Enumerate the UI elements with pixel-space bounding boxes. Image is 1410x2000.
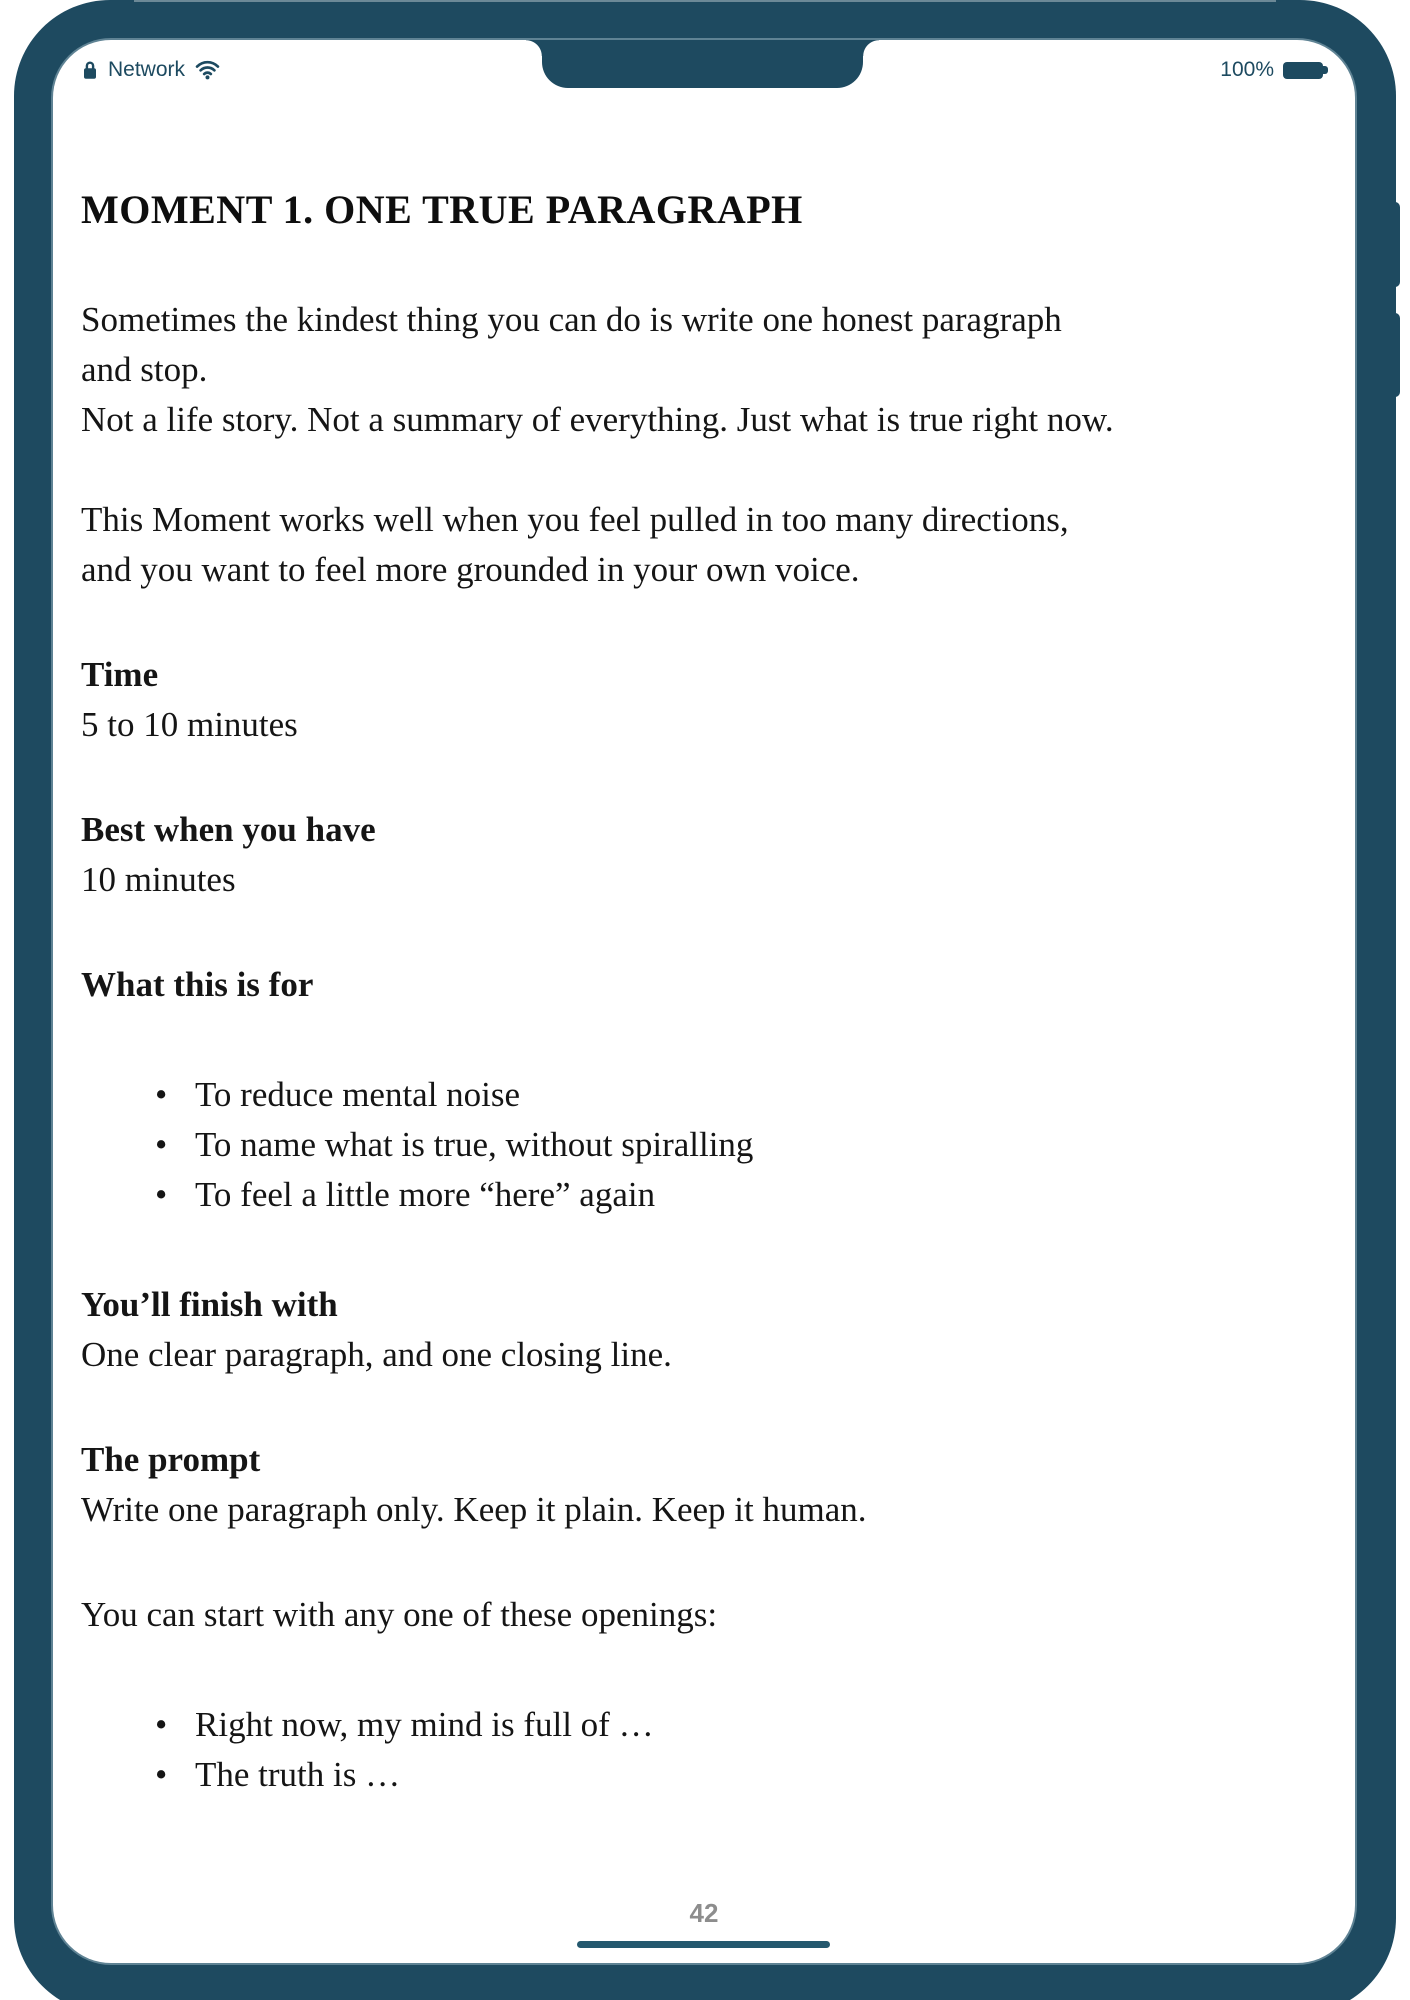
section-best-when: [81, 805, 1331, 905]
network-label: Network: [108, 58, 186, 81]
section-intro: You can start with any one of these openings:: [81, 1595, 718, 1634]
page-number: 42: [689, 1898, 719, 1928]
section-openings: [81, 1590, 1331, 1640]
list-item: • To feel a little more “here” again: [81, 1170, 1331, 1220]
paragraph: [81, 495, 1331, 595]
notch-fillet-left: [526, 40, 542, 56]
page-title: MOMENT 1. ONE TRUE PARAGRAPH: [81, 187, 803, 232]
paragraph: [81, 295, 1331, 445]
list-item: • To name what is true, without spiralling: [81, 1120, 1331, 1170]
paragraph-line: Not a life story. Not a summary of everything. Just what is true right now.: [81, 400, 1114, 439]
section-body: 5 to 10 minutes: [81, 705, 298, 744]
volume-up-button[interactable]: [1390, 202, 1400, 287]
list-item: • To reduce mental noise: [81, 1070, 1331, 1120]
section-label: What this is for: [81, 965, 314, 1004]
paragraph-line: and stop.: [81, 350, 208, 389]
home-indicator[interactable]: [577, 1941, 830, 1948]
section-label: The prompt: [81, 1440, 261, 1479]
section-prompt: [81, 1435, 1331, 1535]
section-label: Best when you have: [81, 810, 376, 849]
section-label: You’ll finish with: [81, 1285, 338, 1324]
paragraph-line: and you want to feel more grounded in your own voice.: [81, 550, 860, 589]
section-finish: [81, 1280, 1331, 1380]
screen: [53, 40, 1355, 1963]
list-item: • The truth is …: [81, 1750, 1331, 1800]
paragraph-line: This Moment works well when you feel pulled in too many directions,: [81, 500, 1069, 539]
battery-percent-label: 100%: [1220, 58, 1274, 81]
bullet-list: [81, 1700, 1331, 1800]
section-body: One clear paragraph, and one closing line.: [81, 1335, 672, 1374]
section-body: 10 minutes: [81, 860, 236, 899]
paragraph-line: Sometimes the kindest thing you can do is write one honest paragraph: [81, 300, 1062, 339]
notch-fillet-right: [863, 40, 879, 56]
camera-notch: [542, 40, 863, 88]
list-item: • Right now, my mind is full of …: [81, 1700, 1331, 1750]
section-body: Write one paragraph only. Keep it plain. Keep it human.: [81, 1490, 867, 1529]
section-what-for: [81, 960, 1331, 1010]
section-label: Time: [81, 655, 159, 694]
volume-down-button[interactable]: [1390, 313, 1400, 397]
bullet-list: [81, 1070, 1331, 1220]
document-page: [81, 0, 1331, 1800]
section-time: [81, 650, 1331, 750]
